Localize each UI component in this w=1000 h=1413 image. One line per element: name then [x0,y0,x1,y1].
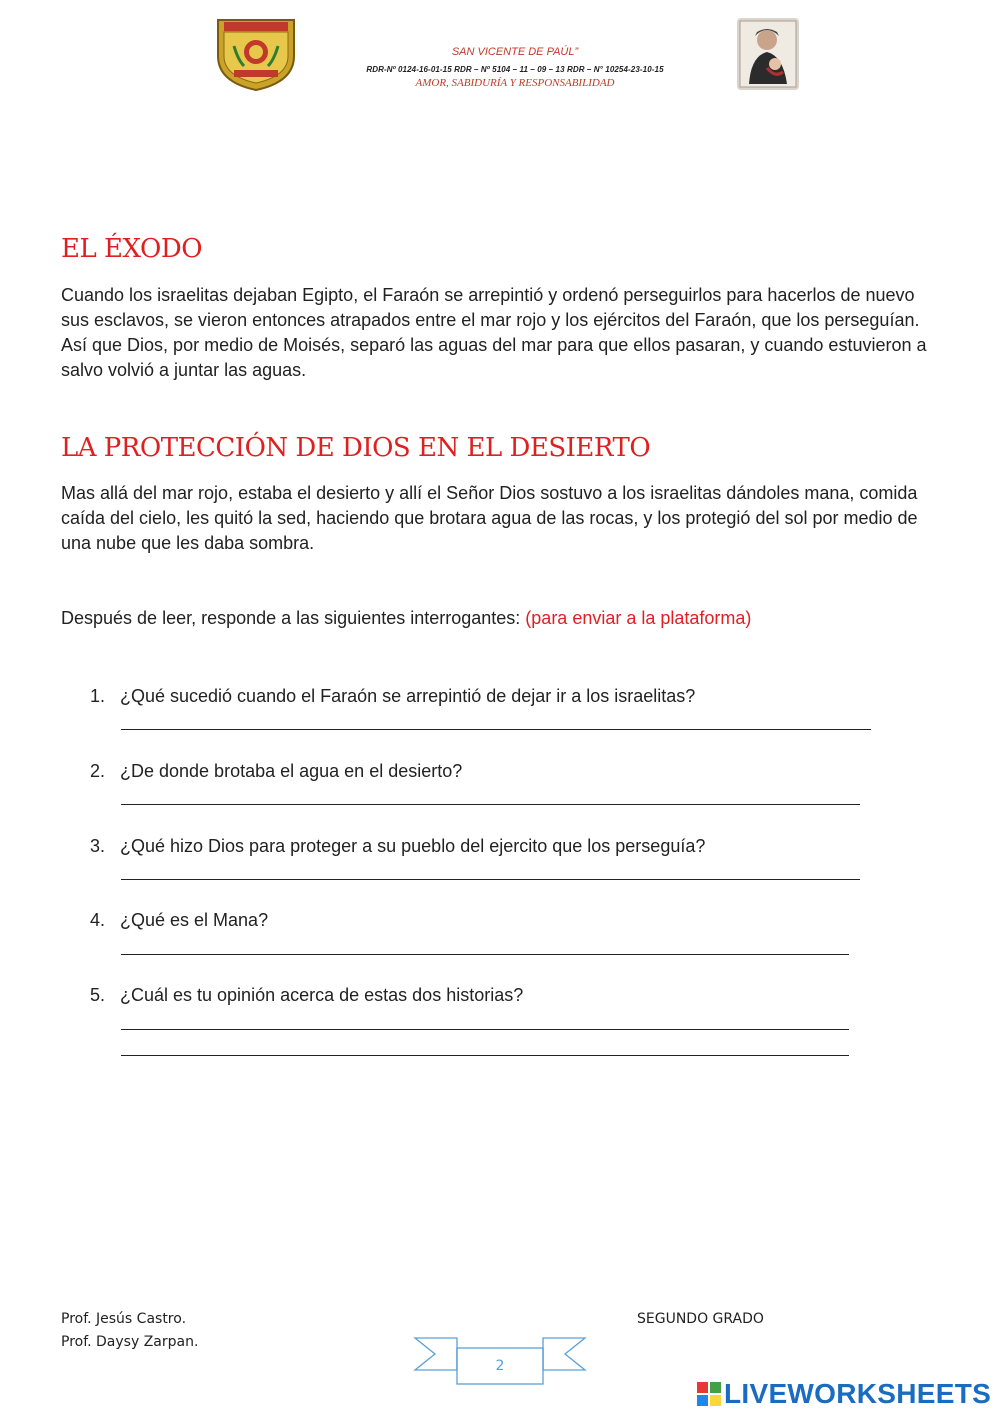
saint-portrait-image [737,18,799,90]
paragraph-exodo: Cuando los israelitas dejaban Egipto, el Faraón se arrepintió y ordenó perseguirlos para hacerlos de nuevo sus esclavos, se vieron entonces atrapados entre el mar rojo y los ejércitos del Faraón, que los perseguían. Así que Dios, por medio de Moisés, separó las aguas del mar para que ellos pasaran, y cuando estuvieron a salvo volvió a juntar las aguas. [61,285,927,380]
teacher-1: Prof. Jesús Castro. [61,1311,187,1327]
page-number-ribbon [413,1336,587,1386]
instructions-text: Después de leer, responde a las siguientes interrogantes: [61,608,526,628]
question-number: 4. [90,910,106,930]
answer-line-5b[interactable] [121,1055,849,1056]
question-text: ¿Qué hizo Dios para proteger a su pueblo del ejercito que los perseguía? [120,836,706,856]
section-title-exodo: EL ÉXODO [61,234,203,264]
question-number: 5. [90,985,106,1005]
question-number: 3. [90,836,106,856]
instructions-note: (para enviar a la plataforma) [525,608,752,628]
school-crest-logo [214,16,298,92]
question-2 [90,761,462,782]
grade-label: SEGUNDO GRADO [637,1311,764,1327]
liveworksheets-logo-icon [697,1381,721,1405]
section-title-proteccion: LA PROTECCIÓN DE DIOS EN EL DESIERTO [61,433,651,463]
question-3 [90,836,705,857]
answer-line-4[interactable] [121,954,849,955]
question-number: 1. [90,686,106,706]
instructions [61,608,751,629]
question-1 [90,686,695,707]
question-number: 2. [90,761,106,781]
school-name: SAN VICENTE DE PAÚL” [451,46,579,58]
answer-line-1[interactable] [121,729,871,730]
answer-line-5a[interactable] [121,1029,849,1030]
page-number: 2 [495,1358,505,1374]
school-motto: AMOR, SABIDURÍA Y RESPONSABILIDAD [415,77,615,89]
question-text: ¿De donde brotaba el agua en el desierto? [120,761,463,781]
question-text: ¿Qué es el Mana? [120,910,269,930]
answer-line-2[interactable] [121,804,860,805]
school-resolutions: RDR-Nº 0124-16-01-15 RDR – Nº 5104 – 11 – 09 – 13 RDR – N° 10254-23-10-15 [366,65,664,74]
question-text: ¿Cuál es tu opinión acerca de estas dos historias? [120,985,524,1005]
question-5 [90,985,523,1006]
paragraph-proteccion: Mas allá del mar rojo, estaba el desierto y allí el Señor Dios sostuvo a los israelitas dándoles mana, comida caída del cielo, les quitó la sed, haciendo que brotara agua de las rocas, y los protegió del sol por medio de una nube que les daba sombra. [61,483,918,553]
liveworksheets-watermark[interactable] [697,1378,991,1410]
question-4 [90,910,268,931]
answer-line-3[interactable] [121,879,860,880]
liveworksheets-brand: LIVEWORKSHEETS [724,1378,992,1409]
question-text: ¿Qué sucedió cuando el Faraón se arrepintió de dejar ir a los israelitas? [120,686,696,706]
teacher-2: Prof. Daysy Zarpan. [61,1334,199,1350]
